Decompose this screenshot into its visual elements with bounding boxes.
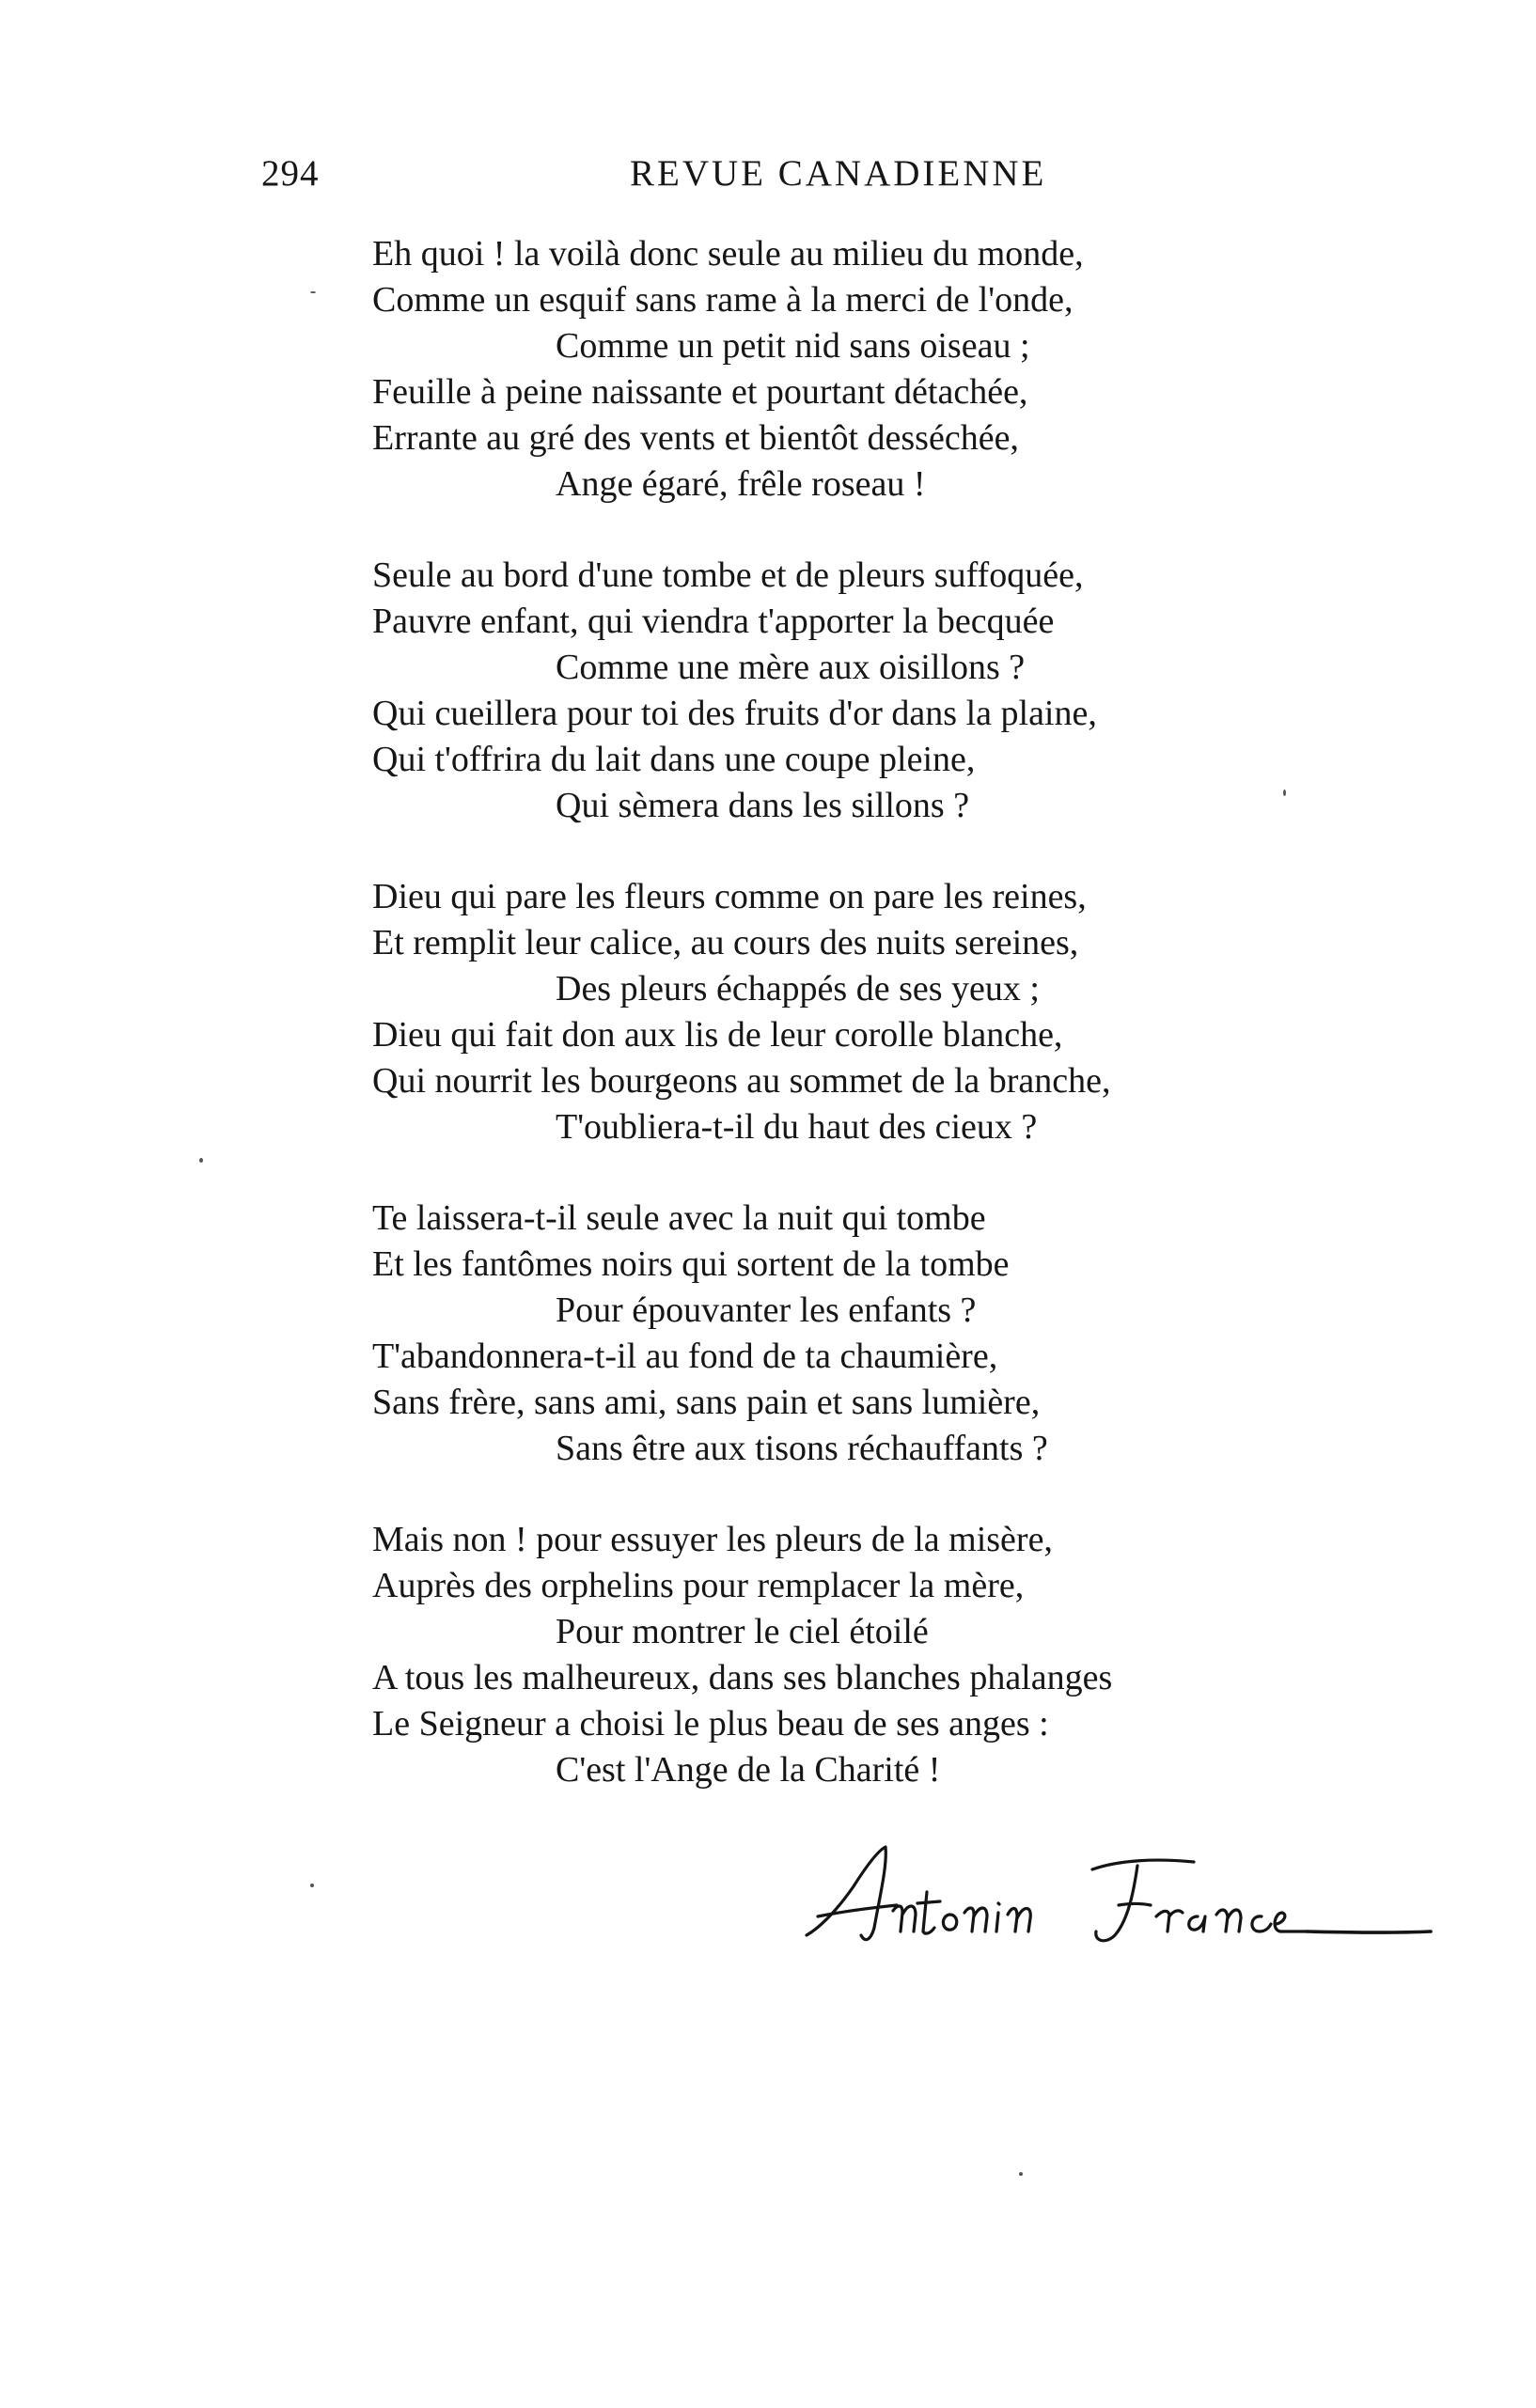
running-title: REVUE CANADIENNE bbox=[630, 153, 1047, 194]
poem-line: Eh quoi ! la voilà donc seule au milieu du monde, bbox=[372, 234, 1084, 274]
poem-line: Feuille à peine naissante et pourtant détachée, bbox=[372, 372, 1028, 412]
poem-line: A tous les malheureux, dans ses blanches phalanges bbox=[372, 1658, 1113, 1697]
poem-line-indented: Pour montrer le ciel étoilé bbox=[556, 1612, 929, 1651]
poem-line-indented: T'oubliera-t-il du haut des cieux ? bbox=[556, 1107, 1038, 1147]
poem-line-indented: C'est l'Ange de la Charité ! bbox=[556, 1750, 941, 1790]
poem-line: Et remplit leur calice, au cours des nuits sereines, bbox=[372, 923, 1079, 962]
signature bbox=[799, 1837, 1438, 1960]
stanza bbox=[372, 1196, 1312, 1472]
poem-line-indented: Comme une mère aux oisillons ? bbox=[556, 648, 1026, 687]
poem-line: Seule au bord d'une tombe et de pleurs suffoquée, bbox=[372, 555, 1084, 595]
poem-line: Sans frère, sans ami, sans pain et sans lumière, bbox=[372, 1383, 1041, 1422]
poem-line-indented: Ange égaré, frêle roseau ! bbox=[556, 464, 926, 504]
poem-line-indented: Des pleurs échappés de ses yeux ; bbox=[556, 969, 1040, 1009]
poem-line-indented: Pour épouvanter les enfants ? bbox=[556, 1290, 977, 1330]
poem-line: Pauvre enfant, qui viendra t'apporter la becquée bbox=[372, 602, 1055, 641]
poem-line: Errante au gré des vents et bientôt desséchée, bbox=[372, 418, 1019, 458]
poem-line: Le Seigneur a choisi le plus beau de ses anges : bbox=[372, 1704, 1049, 1743]
poem-line: T'abandonnera-t-il au fond de ta chaumière, bbox=[372, 1337, 998, 1376]
stanza bbox=[372, 231, 1312, 508]
ink-speck bbox=[310, 291, 316, 293]
stanza bbox=[372, 874, 1312, 1150]
poem-line: Et les fantômes noirs qui sortent de la tombe bbox=[372, 1244, 1010, 1284]
ink-speck bbox=[1283, 790, 1286, 796]
stanza bbox=[372, 1517, 1312, 1793]
poem-line-indented: Sans être aux tisons réchauffants ? bbox=[556, 1429, 1048, 1468]
poem-line: Dieu qui fait don aux lis de leur corolle blanche, bbox=[372, 1015, 1063, 1055]
poem-line: Qui t'offrira du lait dans une coupe pleine, bbox=[372, 740, 976, 779]
poem-line: Auprès des orphelins pour remplacer la mère, bbox=[372, 1566, 1025, 1605]
poem bbox=[372, 231, 1312, 1838]
poem-line: Qui cueillera pour toi des fruits d'or dans la plaine, bbox=[372, 694, 1097, 733]
poem-line: Dieu qui pare les fleurs comme on pare les reines, bbox=[372, 877, 1087, 916]
ink-speck bbox=[1019, 2172, 1023, 2176]
poem-line: Comme un esquif sans rame à la merci de l'onde, bbox=[372, 280, 1074, 320]
poem-line-indented: Comme un petit nid sans oiseau ; bbox=[556, 326, 1030, 366]
poem-line: Mais non ! pour essuyer les pleurs de la misère, bbox=[372, 1520, 1053, 1559]
page-number: 294 bbox=[261, 153, 320, 194]
poem-line: Qui nourrit les bourgeons au sommet de la branche, bbox=[372, 1061, 1111, 1101]
poem-line-indented: Qui sèmera dans les sillons ? bbox=[556, 786, 970, 825]
ink-speck bbox=[310, 1884, 314, 1887]
stanza bbox=[372, 553, 1312, 829]
ink-speck bbox=[199, 1158, 203, 1163]
poem-line: Te laissera-t-il seule avec la nuit qui tombe bbox=[372, 1198, 986, 1238]
